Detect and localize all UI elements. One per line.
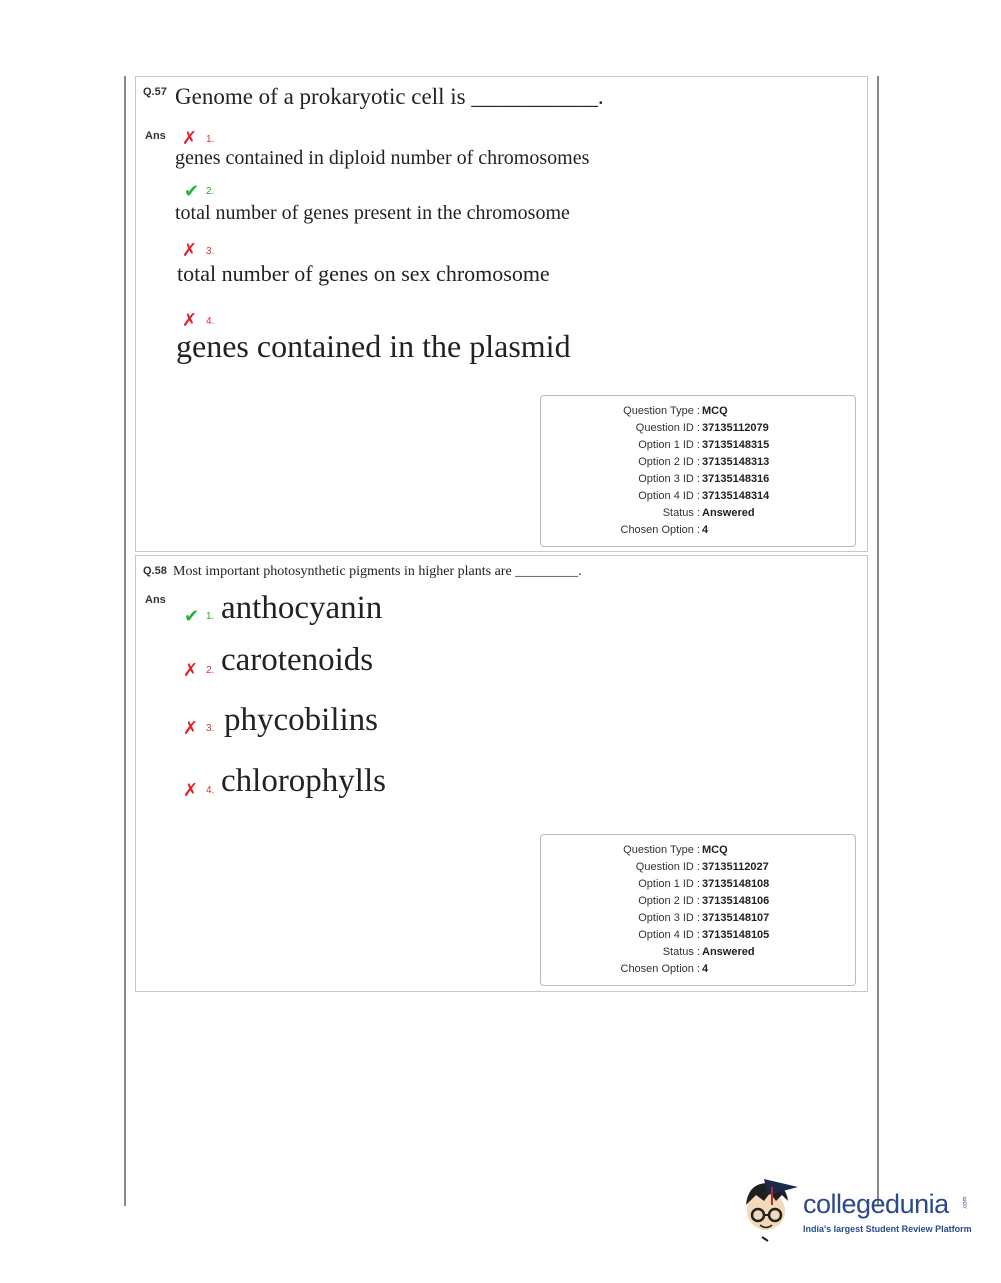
- option-number: 4.: [206, 316, 215, 327]
- correct-mark-icon: ✔: [184, 606, 200, 626]
- meta-row: [541, 522, 855, 539]
- meta-row: [541, 437, 855, 454]
- meta-value: 37135148105: [702, 929, 770, 941]
- meta-value: 4: [702, 963, 709, 975]
- option-number: 3.: [206, 246, 215, 257]
- meta-row: [541, 842, 855, 859]
- meta-row: [541, 403, 855, 420]
- wrong-mark-icon: ✗: [183, 780, 199, 800]
- meta-value: 37135148313: [702, 456, 770, 468]
- logo-suffix: .com: [962, 1196, 969, 1210]
- meta-key: Question Type :: [623, 844, 700, 856]
- ans-label: Ans: [145, 594, 166, 606]
- question-text: Genome of a prokaryotic cell is ___________.: [175, 84, 604, 109]
- meta-row: [541, 927, 855, 944]
- question-info-panel-q58: [540, 834, 856, 986]
- wrong-mark-icon: ✗: [182, 310, 198, 330]
- meta-row: [541, 505, 855, 522]
- page-border-left: [124, 76, 126, 1206]
- meta-key: Option 2 ID :: [638, 895, 700, 907]
- meta-key: Question ID :: [635, 861, 700, 873]
- correct-mark-icon: ✔: [184, 181, 200, 201]
- meta-value: 37135148108: [702, 878, 770, 890]
- meta-key: Option 3 ID :: [638, 473, 700, 485]
- wrong-mark-icon: ✗: [182, 128, 198, 148]
- meta-key: Question ID :: [635, 422, 700, 434]
- meta-value: 4: [702, 524, 709, 536]
- meta-row: [541, 944, 855, 961]
- meta-value: 37135148314: [702, 490, 770, 502]
- wrong-mark-icon: ✗: [183, 660, 199, 680]
- page-border-right: [877, 76, 879, 1206]
- meta-key: Chosen Option :: [620, 963, 700, 975]
- meta-value: 37135112027: [702, 861, 769, 873]
- meta-value: 37135148316: [702, 473, 770, 485]
- meta-value: 37135148107: [702, 912, 770, 924]
- option-text: phycobilins: [224, 702, 378, 738]
- ans-label: Ans: [145, 130, 166, 142]
- logo-wordmark: collegedunia: [803, 1189, 949, 1219]
- meta-value: Answered: [702, 507, 755, 519]
- option-text: total number of genes on sex chromosome: [177, 261, 550, 286]
- meta-row: [541, 420, 855, 437]
- option-text: carotenoids: [221, 642, 374, 678]
- meta-row: [541, 876, 855, 893]
- meta-value: MCQ: [702, 844, 728, 856]
- meta-value: 37135148315: [702, 439, 770, 451]
- meta-key: Option 1 ID :: [638, 439, 700, 451]
- question-text: Most important photosynthetic pigments in higher plants are _________.: [173, 564, 582, 579]
- question-number: Q.58: [143, 565, 167, 577]
- collegedunia-logo[interactable]: [742, 1175, 972, 1245]
- meta-key: Option 2 ID :: [638, 456, 700, 468]
- meta-key: Status :: [662, 946, 700, 958]
- meta-value: 37135148106: [702, 895, 770, 907]
- option-text: genes contained in diploid number of chromosomes: [175, 147, 590, 169]
- question-info-panel-q57: [540, 395, 856, 547]
- question-number: Q.57: [143, 86, 167, 98]
- option-text: total number of genes present in the chromosome: [175, 202, 570, 224]
- meta-key: Option 3 ID :: [638, 912, 700, 924]
- meta-key: Status :: [662, 507, 700, 519]
- option-number: 1.: [206, 134, 215, 145]
- mascot-icon: [742, 1175, 802, 1245]
- meta-row: [541, 910, 855, 927]
- meta-row: [541, 893, 855, 910]
- option-text: chlorophylls: [221, 763, 386, 799]
- meta-value: Answered: [702, 946, 755, 958]
- option-number: 1.: [206, 611, 215, 622]
- meta-row: [541, 859, 855, 876]
- meta-row: [541, 961, 855, 978]
- meta-row: [541, 471, 855, 488]
- meta-value: MCQ: [702, 405, 728, 417]
- option-number: 2.: [206, 665, 215, 676]
- wrong-mark-icon: ✗: [182, 240, 198, 260]
- meta-row: [541, 488, 855, 505]
- meta-key: Option 1 ID :: [638, 878, 700, 890]
- option-text: genes contained in the plasmid: [176, 328, 571, 364]
- wrong-mark-icon: ✗: [183, 718, 199, 738]
- logo-tagline: India's largest Student Review Platform: [803, 1224, 972, 1234]
- meta-row: [541, 454, 855, 471]
- meta-key: Chosen Option :: [620, 524, 700, 536]
- option-number: 4.: [206, 785, 215, 796]
- option-number: 3.: [206, 723, 215, 734]
- meta-key: Question Type :: [623, 405, 700, 417]
- option-number: 2.: [206, 186, 215, 197]
- meta-key: Option 4 ID :: [638, 490, 700, 502]
- meta-key: Option 4 ID :: [638, 929, 700, 941]
- meta-value: 37135112079: [702, 422, 769, 434]
- option-text: anthocyanin: [221, 590, 383, 626]
